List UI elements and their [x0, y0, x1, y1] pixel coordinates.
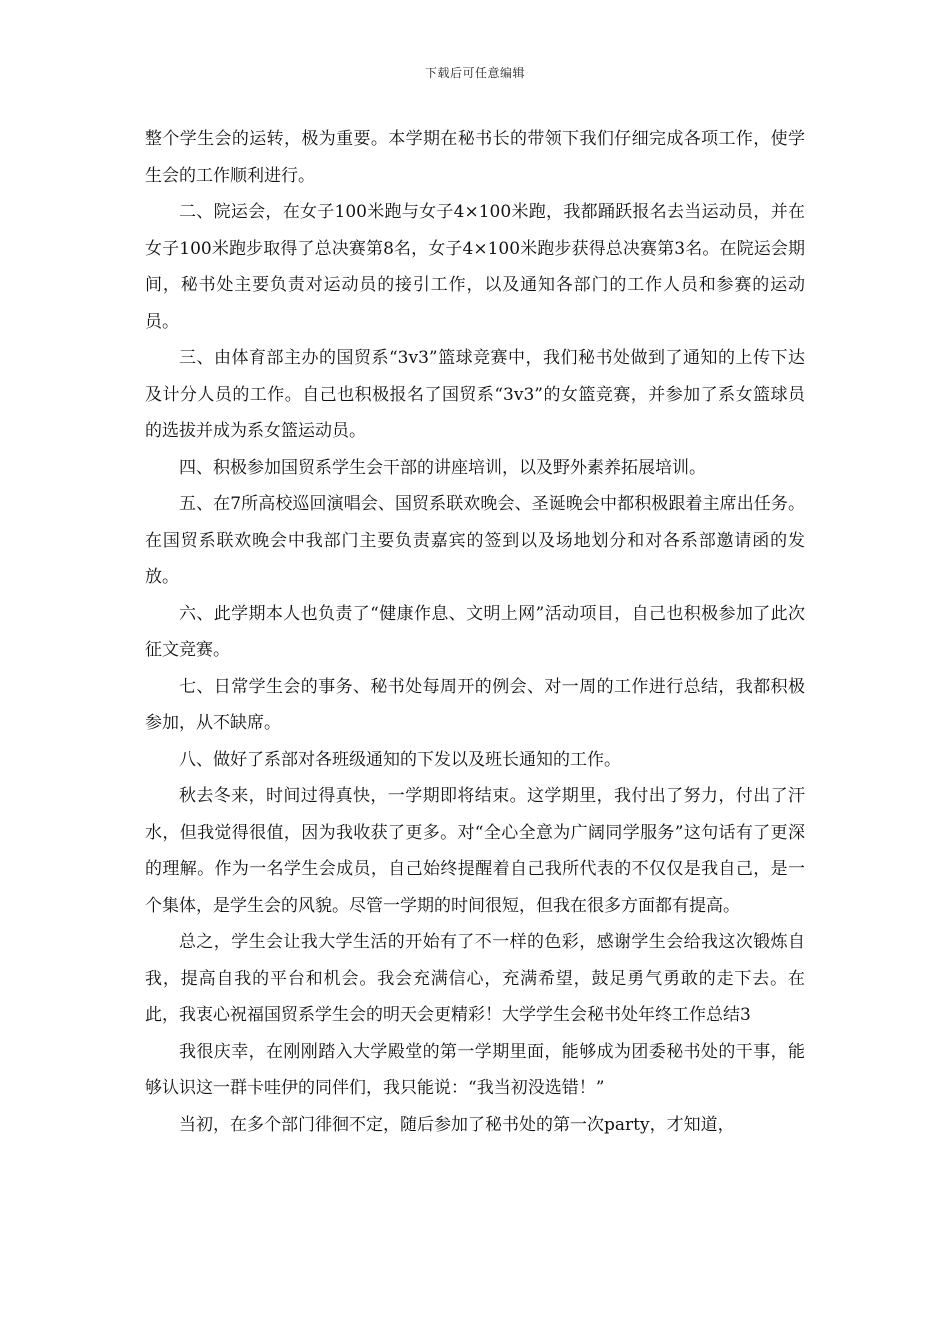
paragraph-1: 整个学生会的运转，极为重要。本学期在秘书长的带领下我们仔细完成各项工作，使学生会的工作顺利进行。	[145, 129, 805, 186]
paragraph-4: 四、积极参加国贸系学生会干部的讲座培训，以及野外素养拓展培训。	[179, 457, 706, 478]
paragraph-12: 当初，在多个部门徘徊不定，随后参加了秘书处的第一次party，才知道，	[179, 1114, 735, 1135]
paragraph-6: 六、此学期本人也负责了“健康作息、文明上网”活动项目，自己也积极参加了此次征文竞赛。	[145, 603, 805, 660]
page-header: 下载后可任意编辑	[424, 66, 525, 80]
paragraph-5: 五、在7所高校巡回演唱会、国贸系联欢晚会、圣诞晚会中都积极跟着主席出任务。在国贸系联欢晚会中我部门主要负责嘉宾的签到以及场地划分和对各系部邀请函的发放。	[145, 494, 805, 587]
paragraph-9: 秋去冬来，时间过得真快，一学期即将结束。这学期里，我付出了努力，付出了汗水，但我觉得很值，因为我收获了更多。对“全心全意为广阔同学服务”这句话有了更深的理解。作为一名学生会成员，自己始终提醒着自己我所代表的不仅仅是我自己，是一个集体，是学生会的风貌。尽管一学期的时间很短，但我在很多方面都有提高。	[145, 786, 805, 916]
paragraph-2: 二、院运会，在女子100米跑与女子4×100米跑，我都踊跃报名去当运动员，并在女子100米跑步取得了总决赛第8名，女子4×100米跑步获得总决赛第3名。在院运会期间，秘书处主要负责对运动员的接引工作，以及通知各部门的工作人员和参赛的运动员。	[145, 202, 805, 332]
paragraph-10: 总之，学生会让我大学生活的开始有了不一样的色彩，感谢学生会给我这次锻炼自我，提高自我的平台和机会。我会充满信心，充满希望，鼓足勇气勇敢的走下去。在此，我衷心祝福国贸系学生会的明天会更精彩！大学学生会秘书处年终工作总结3	[145, 932, 805, 1025]
paragraph-11: 我很庆幸，在刚刚踏入大学殿堂的第一学期里面，能够成为团委秘书处的干事，能够认识这一群卡哇伊的同伴们，我只能说：“我当初没选错！”	[145, 1041, 805, 1098]
paragraph-7: 七、日常学生会的事务、秘书处每周开的例会、对一周的工作进行总结，我都积极参加，从不缺席。	[145, 676, 805, 733]
document-body	[145, 121, 805, 1143]
paragraph-3: 三、由体育部主办的国贸系“3v3”篮球竞赛中，我们秘书处做到了通知的上传下达及计分人员的工作。自己也积极报名了国贸系“3v3”的女篮竞赛，并参加了系女篮球员的选拔并成为系女篮运动员。	[145, 348, 805, 441]
paragraph-8: 八、做好了系部对各班级通知的下发以及班长通知的工作。	[179, 749, 621, 770]
